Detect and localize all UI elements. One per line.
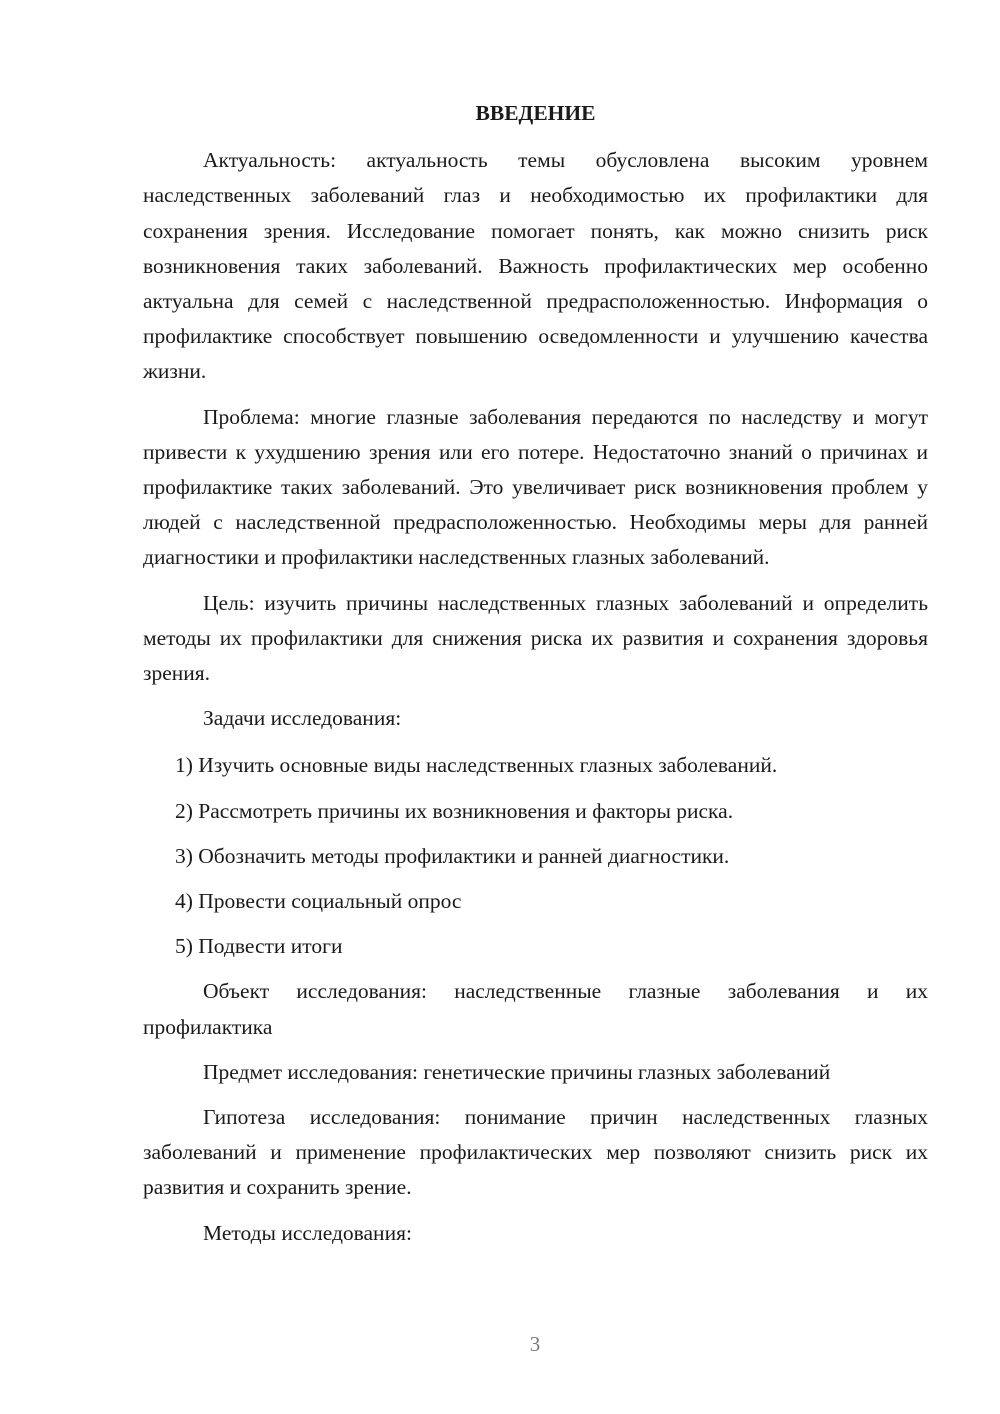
list-item: 5) Подвести итоги (175, 934, 343, 959)
list-item: 2) Рассмотреть причины их возникновения и факторы риска. (175, 798, 734, 823)
paragraph-goal: Цель: изучить причины наследственных глазных заболеваний и определить методы их профилактики для снижения риска их развития и сохранения здоровья зрения. (143, 590, 928, 686)
tasks-heading: Задачи исследования: (203, 706, 402, 731)
list-item: 1) Изучить основные виды наследственных глазных заболеваний. (175, 753, 778, 778)
page-number: 3 (529, 1332, 541, 1356)
paragraph-subject: Предмет исследования: генетические причины глазных заболеваний (203, 1059, 831, 1084)
tasks-list (143, 748, 928, 964)
paragraph-problem: Проблема: многие глазные заболевания передаются по наследству и могут привести к ухудшению зрения или его потере. Недостаточно знаний о причинах и профилактике таких заболеваний. Это увеличивает риск возникновения проблем у людей с наследственной предрасположенностью. Необходимы меры для ранней диагностики и профилактики наследственных глазных заболеваний. (143, 404, 928, 570)
methods-heading: Методы исследования: (203, 1220, 412, 1245)
paragraph-hypothesis: Гипотеза исследования: понимание причин наследственных глазных заболеваний и применение профилактических мер позволяют снизить риск их развития и сохранить зрение. (143, 1105, 928, 1200)
list-item: 3) Обозначить методы профилактики и ранней диагностики. (175, 843, 730, 868)
document-page (143, 96, 928, 1251)
list-item: 4) Провести социальный опрос (175, 889, 462, 914)
paragraph-relevance: Актуальность: актуальность темы обусловлена высоким уровнем наследственных заболеваний глаз и необходимостью их профилактики для сохранения зрения. Исследование помогает понять, как можно снизить риск возникновения таких заболеваний. Важность профилактических мер особенно актуальна для семей с наследственной предрасположенностью. Информация о профилактике способствует повышению осведомленности и улучшению качества жизни. (143, 148, 928, 384)
paragraph-object: Объект исследования: наследственные глазные заболевания и их профилактика (143, 979, 928, 1039)
document-title: ВВЕДЕНИЕ (475, 101, 596, 125)
